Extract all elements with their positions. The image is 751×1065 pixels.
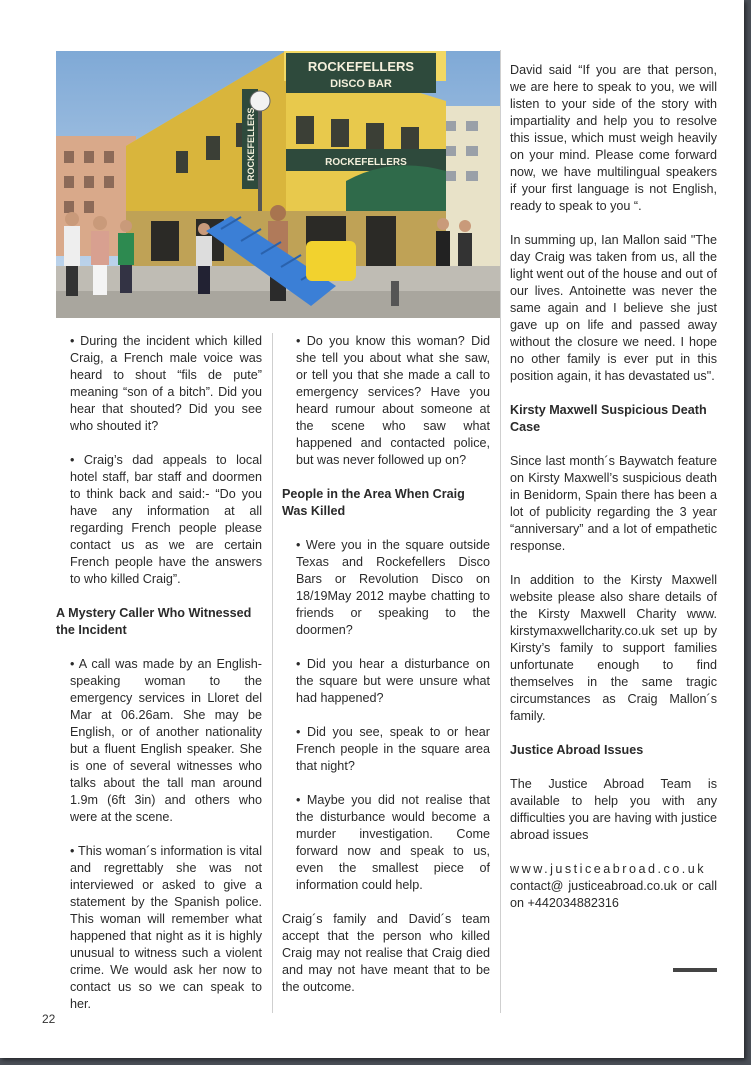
contact-details[interactable]: contact@ justiceabroad.co.uk or call on +442034882316 — [510, 879, 717, 910]
column-divider-right — [500, 50, 501, 1013]
paragraph-french-voice: • During the incident which killed Craig, a French male voice was heard to shout “fils de pute” meaning “son of a bitch”. Did you hear that shouted? Did you see who shouted it? — [70, 334, 262, 433]
paragraph-justice-team: The Justice Abroad Team is available to help you with any difficulties you are having with justice abroad issues — [510, 777, 717, 842]
page-number: 22 — [42, 1012, 56, 1026]
column-divider-left — [272, 333, 273, 1013]
paragraph-family-accept: Craig´s family and David´s team accept that the person who killed Craig may not realise that Craig died and may not have meant that to be the outcome. — [282, 912, 490, 994]
heading-kirsty-maxwell: Kirsty Maxwell Suspicious Death Case — [510, 403, 707, 434]
sign-top-text: ROCKEFELLERS — [307, 59, 415, 74]
paragraph-dad-appeal: • Craig’s dad appeals to local hotel staff, bar staff and doormen to think back and said:- “Do you have any information at all regarding French people please contact us as we are certain French people have the answers to who killed Craig”. — [70, 453, 262, 586]
paragraph-disturbance: • Did you hear a disturbance on the square but were unsure what had happened? — [296, 657, 490, 705]
paragraph-woman-information: • This woman´s information is vital and regrettably she was not interviewed or asked to give a statement by the Spanish police. This woman will remember what happened that night as it is highly unusual to witness such a violent crime. We would ask her now to contact us so we can speak to her. — [70, 844, 262, 1011]
column-middle — [282, 333, 490, 1013]
sign-vertical-text: ROCKEFELLERS — [246, 107, 256, 181]
paragraph-david-said: David said “If you are that person, we are here to speak to you, we will listen to your side of the story with impartiality and help you to resolve this issue, which must weigh heavily on your mind. Please come forward now, we have multilingual speakers if your first language is not English, ready to speak to you “. — [510, 63, 717, 213]
heading-people-in-area: People in the Area When Craig Was Killed — [282, 487, 465, 518]
paragraph-baywatch-feature: Since last month´s Baywatch feature on Kirsty Maxwell’s suspicious death in Benidorm, Spain there has been a lot of publicity regarding the 3 year “anniversary” and a lot of empathetic response. — [510, 454, 717, 553]
heading-mystery-caller: A Mystery Caller Who Witnessed the Incident — [56, 606, 252, 637]
rockefellers-bar-photo — [56, 51, 500, 318]
column-left — [56, 333, 262, 1030]
paragraph-french-people: • Did you see, speak to or hear French people in the square area that night? — [296, 725, 490, 773]
sign-sub-text: DISCO BAR — [330, 78, 392, 90]
paragraph-call-made: • A call was made by an English-speaking woman to the emergency services in Lloret del Mar at 06.26am. She may be English, or of another nationality but a fluent English speaker. She is one of several witnesses who talks about the tall man around 1.9m (6ft 3in) and others who were at the scene. — [70, 657, 262, 824]
website-link[interactable]: www.justiceabroad.co.uk — [510, 862, 707, 876]
paragraph-murder-investigation: • Maybe you did not realise that the disturbance would become a murder investigation. Come forward now and speak to us, even the smallest piece of information could help. — [296, 793, 490, 892]
article-end-bar — [673, 968, 717, 972]
paragraph-know-woman: • Do you know this woman? Did she tell you about what she saw, or tell you that she made a call to emergency services? Have you heard rumour about someone at the scene who saw what happened and contacted police, but was never followed up on? — [296, 334, 490, 467]
paragraph-charity: In addition to the Kirsty Maxwell website please also share details of the Kirsty Maxwell Charity www. kirstymaxwellcharity.co.uk set up by Kirsty’s family to support families unfortunate enough to find themselves in the same tragic circumstances as Craig Mallon´s family. — [510, 573, 717, 723]
column-right — [510, 62, 717, 912]
heading-justice-abroad: Justice Abroad Issues — [510, 743, 644, 757]
paragraph-in-square: • Were you in the square outside Texas and Rockefellers Disco Bars or Revolution Disco on 18/19May 2012 maybe chatting to friends or speaking to the doormen? — [296, 538, 490, 637]
sign-small-text: ROCKEFELLERS — [325, 157, 407, 168]
paragraph-summing-up: In summing up, Ian Mallon said "The day Craig was taken from us, all the light went out of the house and out of our lives. Antoinette was never the same again and I believe she just gave up on life and passed away without the closure we need. I hope no other family is ever put in this position again, it has devastated us". — [510, 233, 717, 383]
